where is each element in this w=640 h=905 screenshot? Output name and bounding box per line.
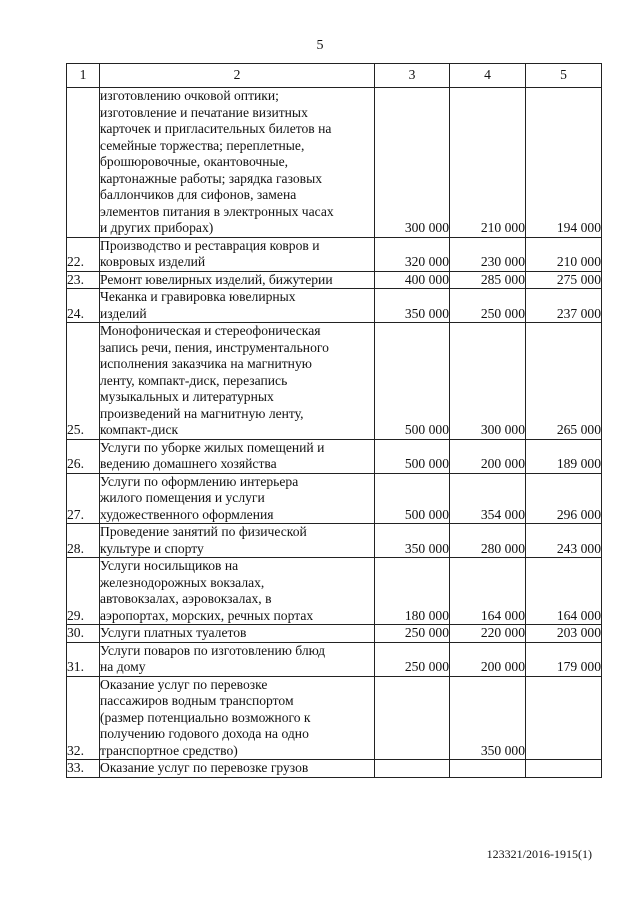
table-row xyxy=(67,524,602,558)
description-line: Оказание услуг по перевозке xyxy=(100,676,268,692)
description-line: элементов питания в электронных часах xyxy=(100,203,334,219)
description-line: Услуги по уборке жилых помещений и xyxy=(100,439,325,455)
column-header: 3 xyxy=(375,64,450,88)
table-row xyxy=(67,558,602,625)
description-line: на дому xyxy=(100,659,146,674)
description-line: культуре и спорту xyxy=(100,540,204,556)
description-line: изготовление и печатание визитных xyxy=(100,104,308,120)
amount-cell: 180 000 xyxy=(375,558,450,625)
row-number xyxy=(67,88,100,238)
services-table xyxy=(66,63,602,778)
description-line: Ремонт ювелирных изделий, бижутерии xyxy=(100,271,333,287)
amount-cell: 265 000 xyxy=(526,323,602,440)
row-number: 31. xyxy=(67,642,100,676)
description-line: Услуги по оформлению интерьера xyxy=(100,473,299,489)
column-header: 2 xyxy=(100,64,375,88)
description-line: произведений на магнитную ленту, xyxy=(100,405,304,421)
amount-cell: 250 000 xyxy=(450,289,526,323)
header-row xyxy=(67,64,602,88)
amount-cell: 500 000 xyxy=(375,439,450,473)
service-description xyxy=(100,676,375,760)
row-number: 29. xyxy=(67,558,100,625)
amount-cell xyxy=(526,760,602,778)
service-description xyxy=(100,558,375,625)
description-line: запись речи, пения, инструментального xyxy=(100,339,329,355)
table-row xyxy=(67,760,602,778)
service-description xyxy=(100,237,375,271)
table-row xyxy=(67,439,602,473)
description-line: транспортное средство) xyxy=(100,742,238,758)
table-row xyxy=(67,88,602,238)
description-line: художественного оформления xyxy=(100,506,274,522)
amount-cell: 194 000 xyxy=(526,88,602,238)
amount-cell: 300 000 xyxy=(450,323,526,440)
amount-cell: 189 000 xyxy=(526,439,602,473)
amount-cell: 200 000 xyxy=(450,439,526,473)
row-number: 27. xyxy=(67,473,100,524)
service-description xyxy=(100,473,375,524)
service-description xyxy=(100,271,375,289)
amount-cell: 275 000 xyxy=(526,271,602,289)
table-row xyxy=(67,676,602,760)
amount-cell xyxy=(375,760,450,778)
row-number: 26. xyxy=(67,439,100,473)
amount-cell: 250 000 xyxy=(375,625,450,643)
row-number: 22. xyxy=(67,237,100,271)
amount-cell: 230 000 xyxy=(450,237,526,271)
amount-cell: 350 000 xyxy=(375,289,450,323)
amount-cell: 203 000 xyxy=(526,625,602,643)
row-number: 28. xyxy=(67,524,100,558)
amount-cell: 237 000 xyxy=(526,289,602,323)
amount-cell: 280 000 xyxy=(450,524,526,558)
description-line: Производство и реставрация ковров и xyxy=(100,237,320,253)
description-line: аэропортах, морских, речных портах xyxy=(100,607,314,623)
amount-cell: 354 000 xyxy=(450,473,526,524)
amount-cell: 164 000 xyxy=(450,558,526,625)
service-description xyxy=(100,289,375,323)
row-number: 33. xyxy=(67,760,100,778)
service-description xyxy=(100,524,375,558)
description-line: Оказание услуг по перевозке грузов xyxy=(100,760,309,775)
amount-cell: 179 000 xyxy=(526,642,602,676)
description-line: Услуги поваров по изготовлению блюд xyxy=(100,642,326,658)
amount-cell: 300 000 xyxy=(375,88,450,238)
description-line: семейные торжества; переплетные, xyxy=(100,137,305,153)
description-line: получению годового дохода на одно xyxy=(100,726,309,741)
amount-cell xyxy=(375,676,450,760)
description-line: брошюровочные, окантовочные, xyxy=(100,154,289,169)
table-row xyxy=(67,289,602,323)
table-row xyxy=(67,642,602,676)
table-row xyxy=(67,271,602,289)
row-number: 23. xyxy=(67,271,100,289)
row-number: 32. xyxy=(67,676,100,760)
service-description xyxy=(100,439,375,473)
amount-cell: 210 000 xyxy=(526,237,602,271)
row-number: 30. xyxy=(67,625,100,643)
amount-cell: 220 000 xyxy=(450,625,526,643)
service-description xyxy=(100,88,375,238)
amount-cell: 500 000 xyxy=(375,473,450,524)
description-line: (размер потенциально возможного к xyxy=(100,709,311,725)
column-header: 4 xyxy=(450,64,526,88)
amount-cell: 200 000 xyxy=(450,642,526,676)
description-line: Услуги платных туалетов xyxy=(100,625,247,640)
amount-cell: 350 000 xyxy=(450,676,526,760)
service-description xyxy=(100,323,375,440)
amount-cell: 350 000 xyxy=(375,524,450,558)
description-line: изготовлению очковой оптики; xyxy=(100,88,279,103)
table-row xyxy=(67,625,602,643)
description-line: Монофоническая и стереофоническая xyxy=(100,323,321,338)
description-line: картонажные работы; зарядка газовых xyxy=(100,170,323,186)
row-number: 24. xyxy=(67,289,100,323)
amount-cell: 500 000 xyxy=(375,323,450,440)
amount-cell: 243 000 xyxy=(526,524,602,558)
table-row xyxy=(67,473,602,524)
description-line: изделий xyxy=(100,305,147,321)
amount-cell xyxy=(526,676,602,760)
amount-cell: 285 000 xyxy=(450,271,526,289)
amount-cell: 164 000 xyxy=(526,558,602,625)
description-line: железнодорожных вокзалах, xyxy=(100,574,265,590)
amount-cell: 210 000 xyxy=(450,88,526,238)
description-line: Чеканка и гравировка ювелирных xyxy=(100,289,296,304)
service-description xyxy=(100,760,375,778)
description-line: Услуги носильщиков на xyxy=(100,558,239,573)
description-line: баллончиков для сифонов, замена xyxy=(100,187,297,202)
amount-cell xyxy=(450,760,526,778)
table-row xyxy=(67,323,602,440)
description-line: ковровых изделий xyxy=(100,254,206,269)
description-line: исполнения заказчика на магнитную xyxy=(100,356,312,371)
column-header: 5 xyxy=(526,64,602,88)
description-line: ведению домашнего хозяйства xyxy=(100,456,277,471)
table-row xyxy=(67,237,602,271)
description-line: карточек и пригласительных билетов на xyxy=(100,121,332,136)
row-number: 25. xyxy=(67,323,100,440)
description-line: жилого помещения и услуги xyxy=(100,490,265,505)
column-header: 1 xyxy=(67,64,100,88)
description-line: компакт-диск xyxy=(100,422,179,437)
description-line: и других приборах) xyxy=(100,220,214,235)
description-line: музыкальных и литературных xyxy=(100,389,274,404)
description-line: пассажиров водным транспортом xyxy=(100,693,294,708)
service-description xyxy=(100,625,375,643)
document-code: 123321/2016-1915(1) xyxy=(486,847,592,861)
amount-cell: 250 000 xyxy=(375,642,450,676)
amount-cell: 320 000 xyxy=(375,237,450,271)
description-line: автовокзалах, аэровокзалах, в xyxy=(100,591,272,606)
description-line: ленту, компакт-диск, перезапись xyxy=(100,372,288,388)
page-number: 5 xyxy=(316,38,324,53)
service-description xyxy=(100,642,375,676)
amount-cell: 400 000 xyxy=(375,271,450,289)
amount-cell: 296 000 xyxy=(526,473,602,524)
description-line: Проведение занятий по физической xyxy=(100,524,307,539)
